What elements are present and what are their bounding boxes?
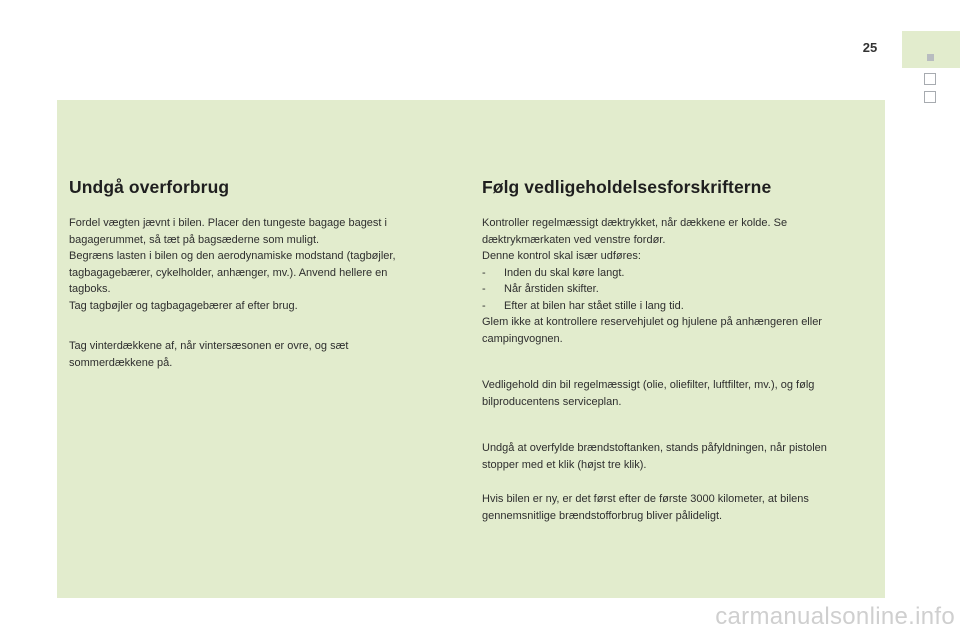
right-column [482,176,877,524]
list-item [482,265,877,282]
text-line: stopper med et klik (højst tre klik). [482,458,647,471]
tab-box-icon [924,73,936,85]
section-heading-avoid-overconsumption: Undgå overforbrug [69,177,230,197]
page-number: 25 [862,40,878,55]
text-line: bagagerummet, så tæt på bagsæderne som muligt. [69,233,320,246]
text-line: Tag tagbøjler og tagbagagebærer af efter brug. [69,299,298,312]
list-item-text: Efter at bilen har stået stille i lang tid. [504,299,684,312]
chapter-tab [902,31,960,68]
paragraph-fuel-tank [482,440,877,473]
dash-bullet: - [482,283,486,295]
text-line: Denne kontrol skal især udføres: [482,250,641,262]
tab-box-icon [924,91,936,103]
list-item-text: Når årstiden skifter. [504,283,599,295]
text-line: sommerdækkene på. [69,356,173,369]
check-occasions-list [482,265,877,315]
section-heading-maintenance: Følg vedligeholdelsesforskrifterne [482,177,772,197]
text-line: Glem ikke at kontrollere reservehjulet og hjulene på anhængeren eller [482,316,822,328]
dash-bullet: - [482,299,486,312]
text-line: Tag vinterdækkene af, når vintersæsonen er ovre, og sæt [69,340,349,352]
text-line: Fordel vægten jævnt i bilen. Placer den tungeste bagage bagest i [69,217,387,229]
paragraph-tyre-pressure [482,215,877,265]
text-line: tagboks. [69,283,111,295]
text-line: gennemsnitlige brændstofforbrug bliver pålideligt. [482,509,723,522]
paragraph-spare-wheel [482,314,877,347]
list-item [482,298,877,315]
left-column [69,176,449,371]
list-item [482,281,877,298]
text-line: Vedligehold din bil regelmæssigt (olie, oliefilter, luftfilter, mv.), og følg [482,379,815,391]
tab-marker-icon [927,54,934,61]
paragraph-winter-tyres [69,338,449,371]
text-line: dæktrykmærkaten ved venstre fordør. [482,233,666,246]
paragraph-service-plan [482,377,877,410]
text-line: Undgå at overfylde brændstoftanken, stands påfyldningen, når pistolen [482,442,827,454]
paragraph-load-distribution [69,215,449,314]
text-line: tagbagagebærer, cykelholder, anhænger, mv.). Anvend hellere en [69,266,388,279]
dash-bullet: - [482,266,486,279]
text-line: Begræns lasten i bilen og den aerodynamiske modstand (tagbøjler, [69,250,396,262]
paragraph-new-car-consumption [482,491,877,524]
text-line: Kontroller regelmæssigt dæktrykket, når dækkene er kolde. Se [482,217,788,229]
content-panel [57,100,885,598]
watermark-text: carmanualsonline.info [715,603,955,630]
text-line: campingvognen. [482,332,563,345]
text-line: bilproducentens serviceplan. [482,395,622,408]
list-item-text: Inden du skal køre langt. [504,266,625,279]
text-line: Hvis bilen er ny, er det først efter de første 3000 kilometer, at bilens [482,493,809,505]
